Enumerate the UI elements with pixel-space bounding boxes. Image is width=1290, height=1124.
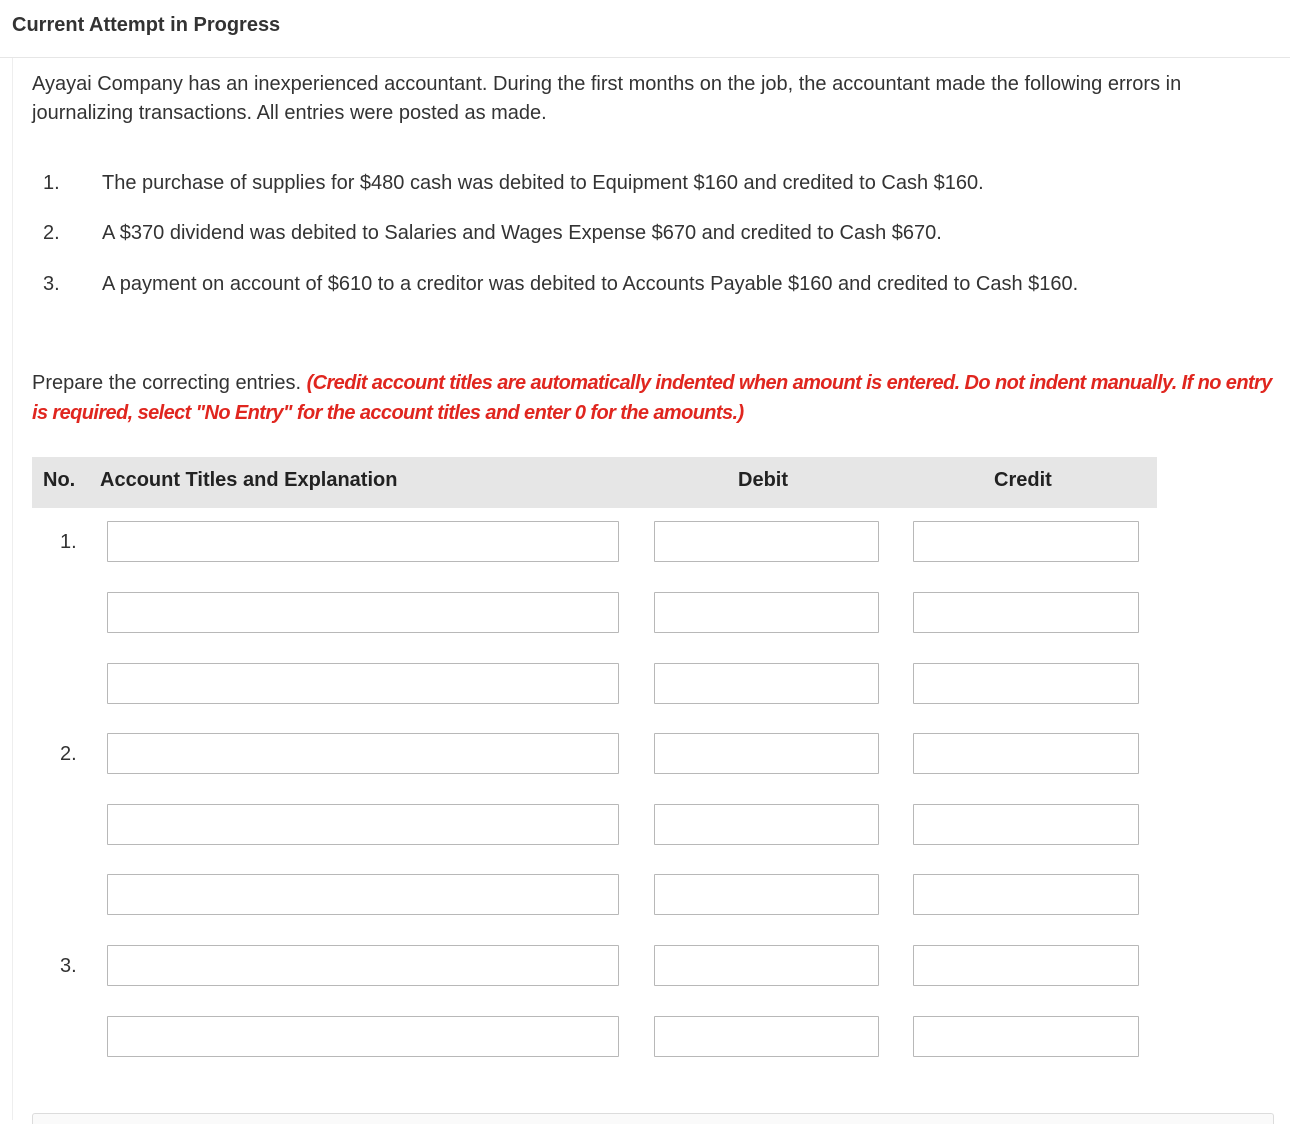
error-text: A $370 dividend was debited to Salaries and Wages Expense $670 and credited to Cash $670. xyxy=(102,222,942,244)
page-header xyxy=(0,0,1290,58)
debit-amount-input[interactable] xyxy=(654,663,879,704)
account-title-input[interactable] xyxy=(107,804,619,845)
account-title-input[interactable] xyxy=(107,592,619,633)
debit-amount-input[interactable] xyxy=(654,592,879,633)
entry-number: 1. xyxy=(60,531,77,553)
error-item xyxy=(32,218,1232,248)
debit-amount-input[interactable] xyxy=(654,804,879,845)
instruction-note: (Credit account titles are automatically indented when amount is entered. Do not indent manually. If no entry is required, select "No Entry" for the account titles and enter 0 for the amounts.) xyxy=(32,372,1272,424)
credit-amount-input[interactable] xyxy=(913,521,1139,562)
debit-amount-input[interactable] xyxy=(654,945,879,986)
debit-amount-input[interactable] xyxy=(654,521,879,562)
journal-table-header xyxy=(32,457,1157,508)
error-item xyxy=(32,168,1232,198)
error-number: 2. xyxy=(43,222,60,244)
credit-amount-input[interactable] xyxy=(913,945,1139,986)
bottom-panel-edge xyxy=(32,1113,1274,1124)
credit-amount-input[interactable] xyxy=(913,663,1139,704)
credit-amount-input[interactable] xyxy=(913,1016,1139,1057)
debit-amount-input[interactable] xyxy=(654,874,879,915)
header-debit: Debit xyxy=(738,469,788,491)
error-number: 3. xyxy=(43,273,60,295)
entry-number: 3. xyxy=(60,955,77,977)
entry-number: 2. xyxy=(60,743,77,765)
error-number: 1. xyxy=(43,172,60,194)
debit-amount-input[interactable] xyxy=(654,733,879,774)
error-item xyxy=(32,269,1232,299)
header-no: No. xyxy=(43,469,76,491)
question-intro: Ayayai Company has an inexperienced accountant. During the first months on the job, the accountant made the following errors in journalizing transactions. All entries were posted as made. xyxy=(32,73,1182,124)
credit-amount-input[interactable] xyxy=(913,592,1139,633)
credit-amount-input[interactable] xyxy=(913,874,1139,915)
instruction-lead: Prepare the correcting entries. xyxy=(32,372,307,394)
credit-amount-input[interactable] xyxy=(913,733,1139,774)
credit-amount-input[interactable] xyxy=(913,804,1139,845)
debit-amount-input[interactable] xyxy=(654,1016,879,1057)
account-title-input[interactable] xyxy=(107,663,619,704)
header-credit: Credit xyxy=(994,469,1052,491)
account-title-input[interactable] xyxy=(107,521,619,562)
header-account-titles: Account Titles and Explanation xyxy=(100,469,398,491)
account-title-input[interactable] xyxy=(107,874,619,915)
account-title-input[interactable] xyxy=(107,945,619,986)
error-text: A payment on account of $610 to a creditor was debited to Accounts Payable $160 and credited to Cash $160. xyxy=(102,273,1079,295)
page-title: Current Attempt in Progress xyxy=(12,14,281,36)
account-title-input[interactable] xyxy=(107,733,619,774)
error-text: The purchase of supplies for $480 cash was debited to Equipment $160 and credited to Cash $160. xyxy=(102,172,984,194)
instruction-text xyxy=(32,368,1272,428)
account-title-input[interactable] xyxy=(107,1016,619,1057)
